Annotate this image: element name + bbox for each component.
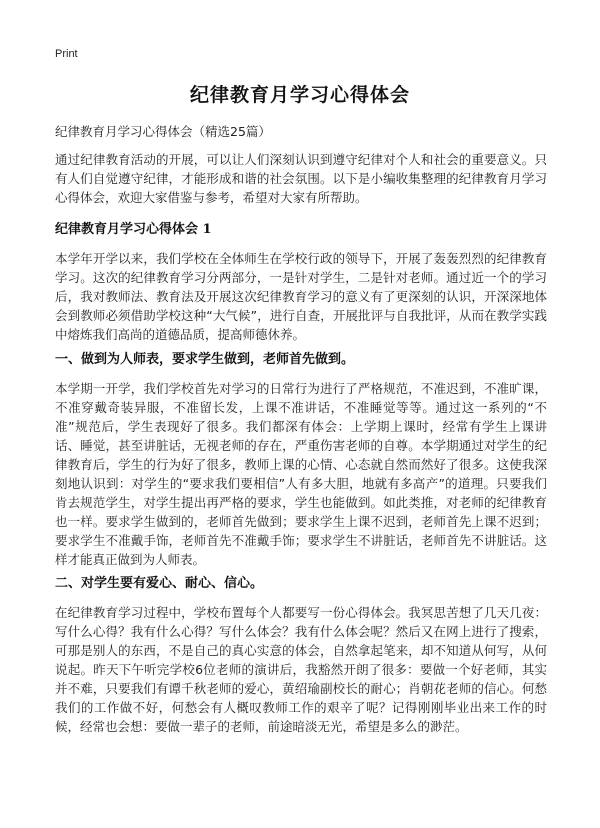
section-love-patience (55, 572, 547, 736)
print-link[interactable]: Print (55, 48, 78, 60)
section-essay-1 (55, 218, 547, 344)
section-paragraph: 在纪律教育学习过程中，学校布置每个人都要写一份心得体会。我冥思苦想了几天几夜：写什么心得？我有什么心得？写什么体会？我有什么体会呢？然后又在网上进行了搜索，可那是别人的东西，不是自己的真心实意的体会，自然拿起笔来，却不知道从何写，从何说起。昨天下午听完学校6位老师的演讲后，我豁然开朗了很多：要做一个好老师，其实并不难，只要我们有谭千秋老师的爱心，黄绍瑜副校长的耐心；肖朝花老师的信心。何愁我们的工作做不好，何愁会有人概叹教师工作的艰辛了呢？记得刚刚毕业出来工作的时候，经常也会想：要做一辈子的老师，前途暗淡无光，希望是多么的渺茫。 (55, 605, 547, 734)
page-subtitle: 纪律教育月学习心得体会（精选25篇） (55, 124, 271, 139)
intro-paragraph: 通过纪律教育活动的开展，可以让人们深刻认识到遵守纪律对个人和社会的重要意义。只有人们自觉遵守纪律，才能形成和谐的社会氛围。以下是小编收集整理的纪律教育月学习心得体会，欢迎大家借鉴与参考，希望对大家有所帮助。 (55, 152, 547, 205)
page-title: 纪律教育月学习心得体会 (189, 84, 410, 106)
section-heading: 一、做到为人师表，要求学生做到，老师首先做到。 (55, 352, 355, 367)
section-heading: 二、对学生要有爱心、耐心、信心。 (55, 576, 264, 591)
section-paragraph: 本学期一开学，我们学校首先对学习的日常行为进行了严格规范，不准迟到，不准旷课，不准穿戴奇装异服，不准留长发，上课不准讲话，不准睡觉等等。通过这一系列的“不准”规范后，学生表现好了很多。我们都深有体会：上学期上课时，经常有学生上课讲话、睡觉，甚至讲脏话，无视老师的存在，严重伤害老师的自尊。本学期通过对学生的纪律教育后，学生的行为好了很多，教师上课的心情、心态就自然而然好了很多。这使我深刻地认识到：对学生的“要求我们要相信”人有多大胆，地就有多高产”的道理。只要我们肯去规范学生，对学生提出再严格的要求，学生也能做到。如此类推，对老师的纪律教育也一样。要求学生做到的，老师首先做到；要求学生上课不迟到，老师首先上课不迟到；要求学生不准戴手饰，老师首先不准戴手饰；要求学生不讲脏话，老师首先不讲脏话。这样才能真正做到为人师表。 (55, 381, 547, 567)
section-paragraph: 本学年开学以来，我们学校在全体师生在学校行政的领导下，开展了轰轰烈烈的纪律教育学习。这次的纪律教育学习分两部分，一是针对学生，二是针对老师。通过近一个的学习后，我对教师法、教育法及开展这次纪律教育学习的意义有了更深刻的认识，开深深地体会到教师必须借助学校这种“大气候”，进行自查，开展批评与自我批评，从而在教学实践中熔炼我们高尚的道德品质，提高师德休养。 (55, 251, 547, 342)
section-heading: 纪律教育月学习心得体会 1 (55, 222, 212, 237)
section-teacher-example (55, 348, 547, 569)
